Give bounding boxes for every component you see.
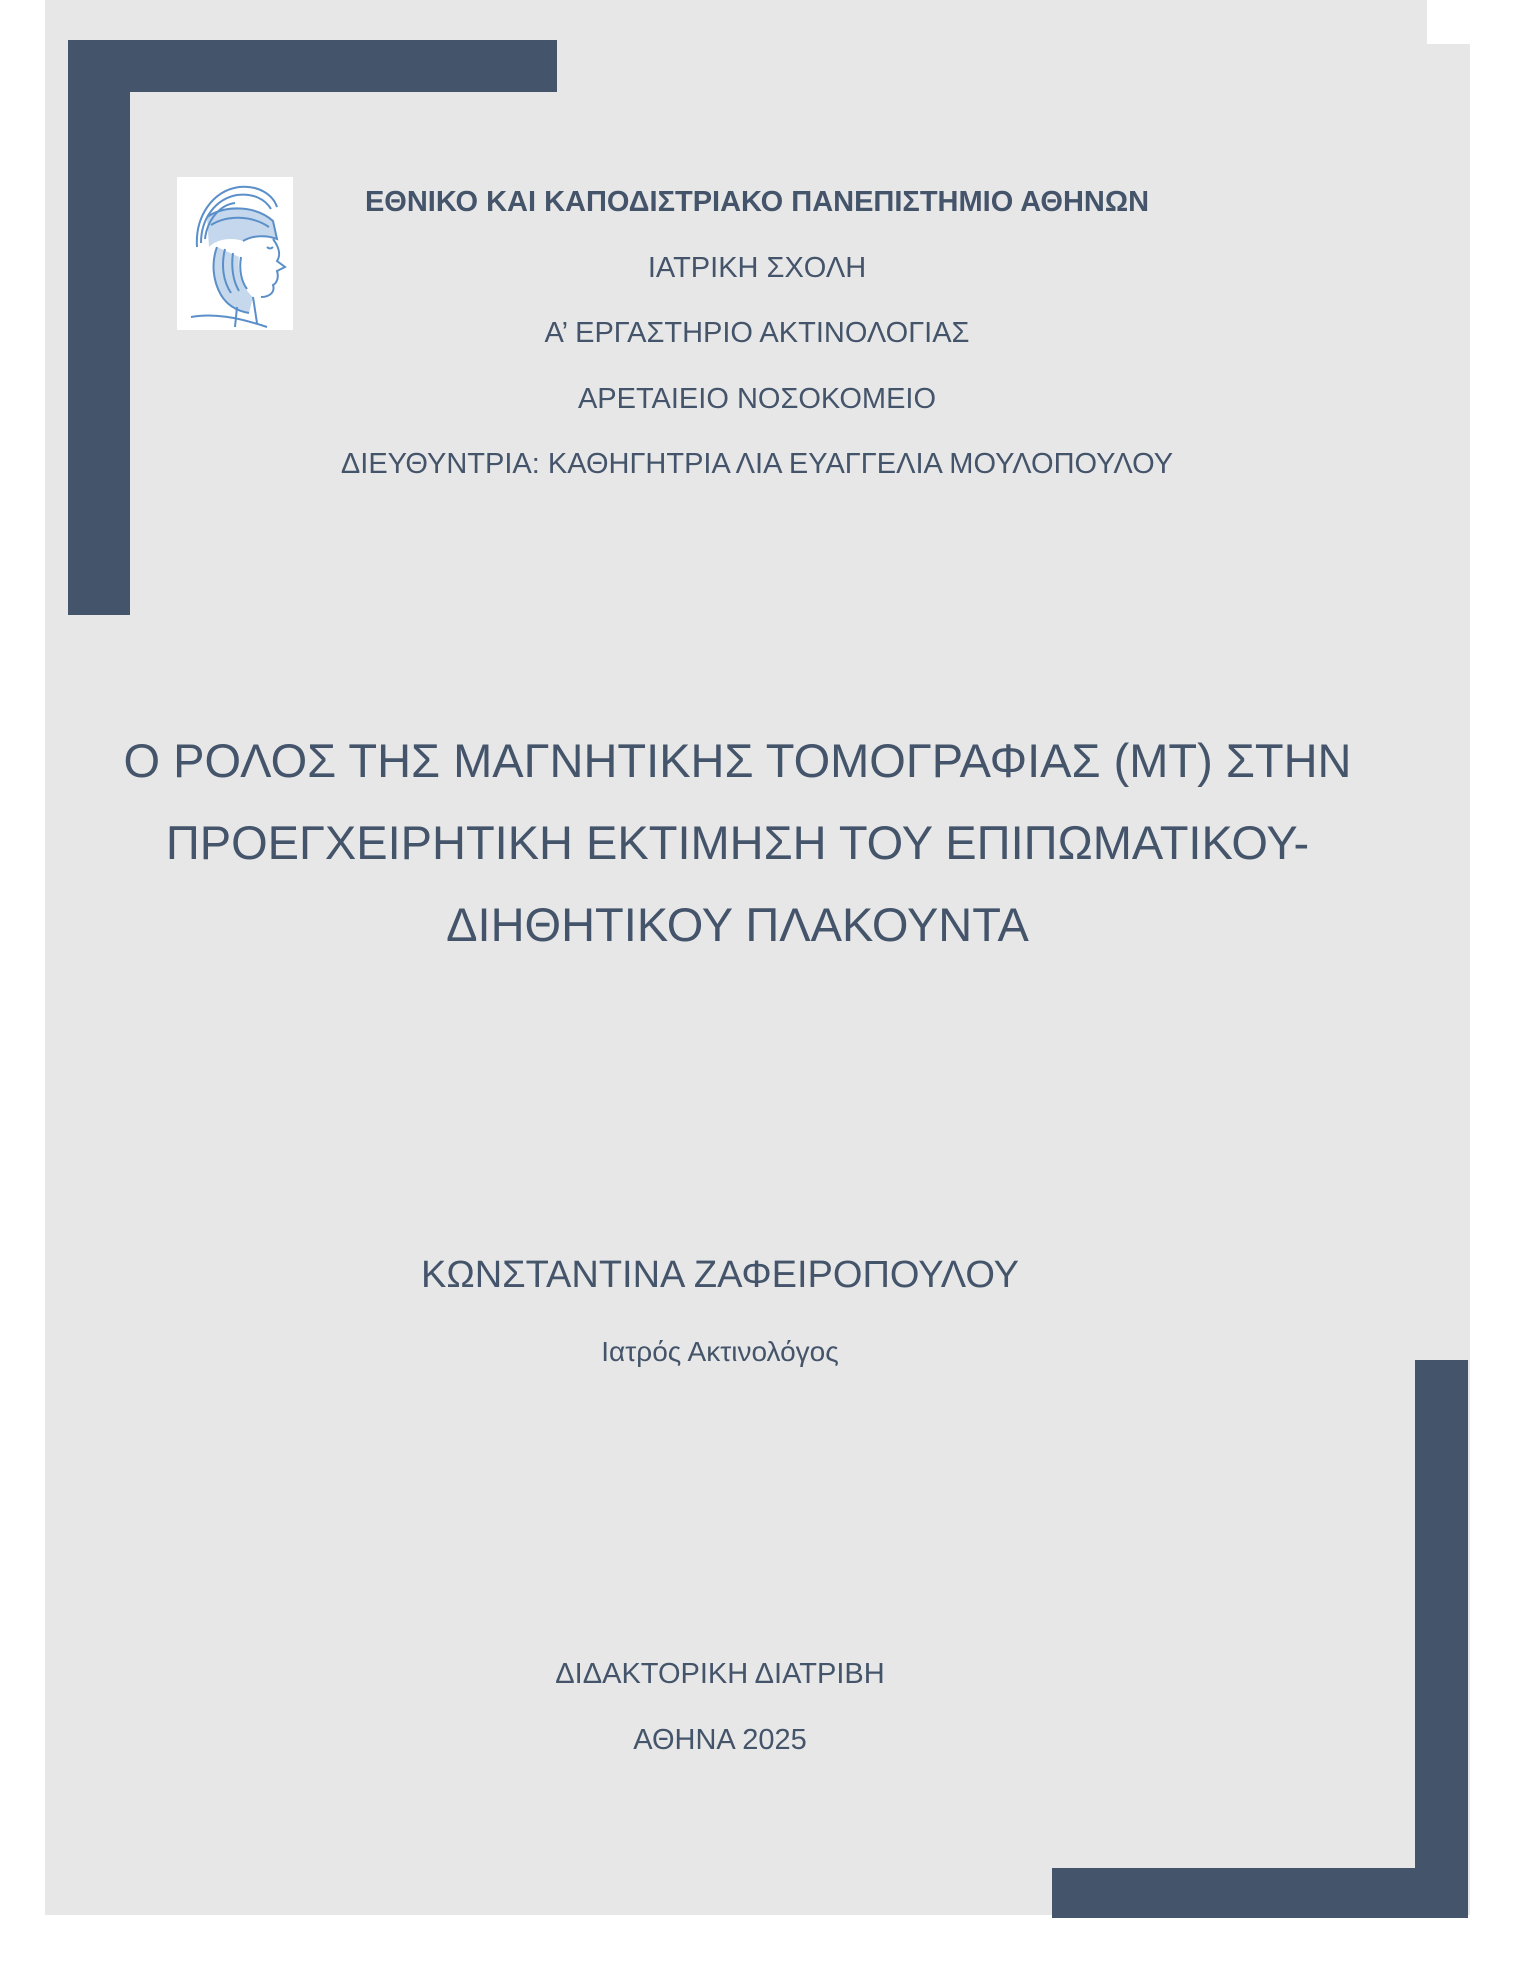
document-type: ΔΙΔΑΚΤΟΡΙΚΗ ΔΙΑΤΡΙΒΗ (555, 1658, 885, 1690)
director-line: ΔΙΕΥΘΥΝΤΡΙΑ: ΚΑΘΗΓΗΤΡΙΑ ΛΙΑ ΕΥΑΓΓΕΛΙΑ ΜΟΥΛΟΠΟΥΛΟΥ (340, 448, 1174, 480)
thesis-title (110, 720, 1365, 966)
city-year: ΑΘΗΝΑ 2025 (633, 1724, 807, 1756)
corner-bar-bottom-vertical (1415, 1360, 1468, 1918)
page-margin-bottom-left (0, 1870, 45, 1980)
author-role: Ιατρός Ακτινολόγος (601, 1336, 839, 1367)
corner-bar-top-vertical (68, 40, 130, 615)
thesis-title-line-1: Ο ΡΟΛΟΣ ΤΗΣ ΜΑΓΝΗΤΙΚΗΣ ΤΟΜΟΓΡΑΦΙΑΣ (ΜΤ) ΣΤΗΝ (123, 734, 1352, 787)
corner-bar-top-horizontal (68, 40, 557, 92)
lab-name: Α’ ΕΡΓΑΣΤΗΡΙΟ ΑΚΤΙΝΟΛΟΓΙΑΣ (544, 317, 970, 349)
university-name: ΕΘΝΙΚΟ ΚΑΙ ΚΑΠΟΔΙΣΤΡΙΑΚΟ ΠΑΝΕΠΙΣΤΗΜΙΟ ΑΘΗΝΩΝ (364, 186, 1150, 218)
page-margin-top-right (1427, 0, 1470, 44)
thesis-title-line-2: ΠΡΟΕΓΧΕΙΡΗΤΙΚΗ ΕΚΤΙΜΗΣΗ ΤΟΥ ΕΠΙΠΩΜΑΤΙΚΟΥ- (165, 816, 1310, 869)
hospital-name: ΑΡΕΤΑΙΕΙΟ ΝΟΣΟΚΟΜΕΙΟ (577, 383, 937, 415)
school-name: ΙΑΤΡΙΚΗ ΣΧΟΛΗ (647, 252, 867, 284)
corner-bar-bottom-horizontal (1052, 1868, 1468, 1918)
athena-head-logo-icon (177, 177, 293, 330)
author-name: ΚΩΝΣΤΑΝΤΙΝΑ ΖΑΦΕΙΡΟΠΟΥΛΟΥ (420, 1254, 1020, 1296)
thesis-title-line-3: ΔΙΗΘΗΤΙΚΟΥ ΠΛΑΚΟΥΝΤΑ (446, 898, 1029, 951)
